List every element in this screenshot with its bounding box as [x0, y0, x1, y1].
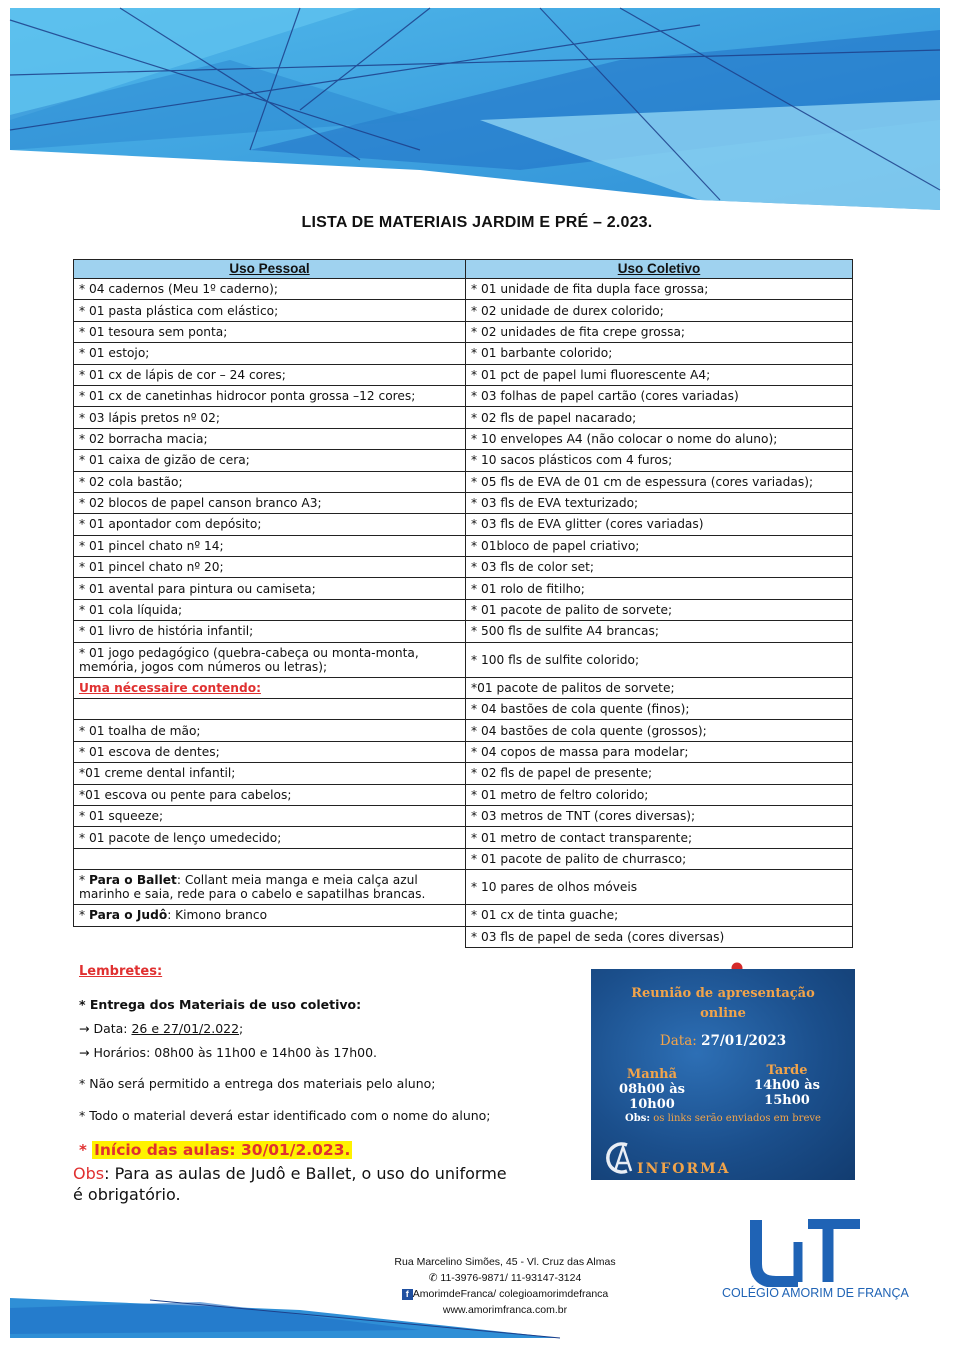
- date-suffix: ;: [239, 1021, 244, 1036]
- collective-item: * 02 unidades de fita crepe grossa;: [466, 321, 853, 342]
- table-row: [74, 407, 853, 428]
- table-row: [74, 385, 853, 406]
- personal-item-empty: [74, 848, 466, 869]
- meeting-subtitle: online: [700, 1006, 746, 1021]
- personal-item: * 01 cx de canetinhas hidrocor ponta grossa –12 cores;: [74, 385, 466, 406]
- obs-line-2: é obrigatório.: [73, 1185, 181, 1204]
- personal-item: * 01 pincel chato nº 20;: [74, 557, 466, 578]
- obs-text: os links serão enviados em breve: [650, 1113, 821, 1124]
- meeting-obs: [591, 1113, 855, 1124]
- table-row: [74, 279, 853, 300]
- class-start-date: Início das aulas: 30/01/2.023.: [94, 1141, 351, 1159]
- personal-item: * 01 caixa de gizão de cera;: [74, 450, 466, 471]
- collective-item: * 01 rolo de fitilho;: [466, 578, 853, 599]
- collective-item: * 10 sacos plásticos com 4 furos;: [466, 450, 853, 471]
- table-row: [74, 535, 853, 556]
- collective-item: * 02 unidade de durex colorido;: [466, 300, 853, 321]
- table-row: [74, 599, 853, 620]
- collective-item: * 04 bastões de cola quente (finos);: [466, 699, 853, 720]
- collective-item: *01 pacote de palitos de sorvete;: [466, 677, 853, 698]
- collective-item: * 04 copos de massa para modelar;: [466, 741, 853, 762]
- judo-text: : Kimono branco: [167, 908, 268, 923]
- table-row: [74, 300, 853, 321]
- personal-item: * 04 cadernos (Meu 1º caderno);: [74, 279, 466, 300]
- personal-item: * 01 apontador com depósito;: [74, 514, 466, 535]
- obs-label: Obs:: [625, 1113, 651, 1124]
- table-header-row: [74, 260, 853, 279]
- bullet: *: [79, 1141, 93, 1159]
- street-address: Rua Marcelino Simões, 45 - Vl. Cruz das Almas: [394, 1256, 616, 1268]
- collective-item: * 01 pacote de palito de sorvete;: [466, 599, 853, 620]
- collective-item: * 03 fls de EVA glitter (cores variadas): [466, 514, 853, 535]
- reminders-label: Lembretes:: [79, 964, 163, 979]
- personal-item: * 01 escova de dentes;: [74, 741, 466, 762]
- header-uso-coletivo: Uso Coletivo: [466, 260, 853, 279]
- collective-item: * 10 pares de olhos móveis: [466, 870, 853, 905]
- website-link[interactable]: www.amorimfranca.com.br: [442, 1304, 568, 1316]
- school-name: COLÉGIO AMORIM DE FRANÇA: [722, 1286, 909, 1300]
- table-row: [74, 642, 853, 677]
- no-student-delivery: * Não será permitido a entrega dos materiais pelo aluno;: [79, 1076, 436, 1091]
- collective-item: * 01 metro de feltro colorido;: [466, 784, 853, 805]
- table-row: [74, 677, 853, 698]
- class-start: [79, 1141, 352, 1159]
- necessaire-heading: [74, 677, 466, 698]
- header-banner: [0, 0, 954, 215]
- materials-table: [73, 259, 853, 948]
- personal-item: *01 escova ou pente para cabelos;: [74, 784, 466, 805]
- ballet-text: : Collant meia manga e meia calça azul marinho e saia, rede para o cabelo e sapatilhas brancas.: [79, 873, 426, 902]
- personal-item-empty: [74, 699, 466, 720]
- bullet: *: [79, 908, 89, 923]
- personal-item: * 01 cx de lápis de cor – 24 cores;: [74, 364, 466, 385]
- collective-item: * 100 fls de sulfite colorido;: [466, 642, 853, 677]
- collective-item: * 10 envelopes A4 (não colocar o nome do aluno);: [466, 428, 853, 449]
- obs-label: Obs: [73, 1164, 105, 1183]
- date-value: 27/01/2023: [701, 1033, 787, 1049]
- social-handles: AmorimdeFranca/ colegioamorimdefranca: [412, 1288, 609, 1300]
- table-row: [74, 784, 853, 805]
- date-prefix: → Data:: [79, 1021, 132, 1036]
- page-title: LISTA DE MATERIAIS JARDIM E PRÉ – 2.023.: [301, 214, 653, 231]
- collective-item: * 01 cx de tinta guache;: [466, 905, 853, 926]
- table-row: [74, 905, 853, 926]
- table-row: [74, 321, 853, 342]
- meeting-date: [591, 1033, 855, 1049]
- bullet: *: [79, 873, 89, 888]
- school-logo-icon: [748, 1212, 868, 1287]
- collective-item: * 05 fls de EVA de 01 cm de espessura (cores variadas);: [466, 471, 853, 492]
- ca-logo-icon: [601, 1141, 637, 1175]
- table-row: [74, 741, 853, 762]
- personal-item: * 02 borracha macia;: [74, 428, 466, 449]
- collective-item: * 03 fls de papel de seda (cores diversas): [466, 926, 853, 947]
- table-row: [74, 557, 853, 578]
- identify-material: * Todo o material deverá estar identificado com o nome do aluno;: [79, 1108, 491, 1123]
- collective-item: * 04 bastões de cola quente (grossos);: [466, 720, 853, 741]
- meeting-title: Reunião de apresentação: [631, 986, 815, 1001]
- table-row: [74, 848, 853, 869]
- personal-item: * 01 cola líquida;: [74, 599, 466, 620]
- collective-item: * 03 folhas de papel cartão (cores variadas): [466, 385, 853, 406]
- header-uso-pessoal: Uso Pessoal: [74, 260, 466, 279]
- personal-item: * 02 cola bastão;: [74, 471, 466, 492]
- ballet-uniform: [74, 870, 466, 905]
- personal-item-empty: [74, 926, 466, 947]
- personal-item: * 01 livro de história infantil;: [74, 621, 466, 642]
- personal-item: * 01 pincel chato nº 14;: [74, 535, 466, 556]
- morning-time: 08h00 às 10h00: [619, 1082, 685, 1112]
- personal-item: * 03 lápis pretos nº 02;: [74, 407, 466, 428]
- collective-item: * 01 pacote de palito de churrasco;: [466, 848, 853, 869]
- afternoon-label: Tarde: [766, 1063, 808, 1078]
- collective-item: * 02 fls de papel nacarado;: [466, 407, 853, 428]
- collective-item: * 03 metros de TNT (cores diversas);: [466, 805, 853, 826]
- personal-item: * 02 blocos de papel canson branco A3;: [74, 492, 466, 513]
- date-label: Data:: [659, 1033, 697, 1049]
- collective-item: * 500 fls de sulfite A4 brancas;: [466, 621, 853, 642]
- meeting-info-box: [591, 969, 855, 1180]
- table-row: [74, 428, 853, 449]
- collective-item: * 01bloco de papel criativo;: [466, 535, 853, 556]
- footer-band: [0, 1290, 954, 1349]
- table-row: [74, 578, 853, 599]
- judo-label: Para o Judô: [88, 908, 168, 923]
- informa-brand: INFORMA: [637, 1161, 731, 1177]
- phone-line: [360, 1270, 650, 1286]
- delivery-title: * Entrega dos Materiais de uso coletivo:: [79, 997, 362, 1012]
- collective-item: * 01 unidade de fita dupla face grossa;: [466, 279, 853, 300]
- collective-item: * 02 fls de papel de presente;: [466, 763, 853, 784]
- table-row: [74, 763, 853, 784]
- table-row: [74, 621, 853, 642]
- personal-item: * 01 squeeze;: [74, 805, 466, 826]
- personal-item: * 01 toalha de mão;: [74, 720, 466, 741]
- personal-item: * 01 pasta plástica com elástico;: [74, 300, 466, 321]
- delivery-hours: → Horários: 08h00 às 11h00 e 14h00 às 17h00.: [79, 1045, 378, 1060]
- collective-item: * 01 metro de contact transparente;: [466, 827, 853, 848]
- table-row: [74, 805, 853, 826]
- ballet-label: Para o Ballet: [88, 873, 177, 888]
- table-row: [74, 720, 853, 741]
- table-row: [74, 471, 853, 492]
- morning-shift: [597, 1067, 707, 1112]
- obs-text: : Para as aulas de Judô e Ballet, o uso do uniforme: [104, 1164, 507, 1183]
- table-row: [74, 827, 853, 848]
- personal-item: * 01 pacote de lenço umedecido;: [74, 827, 466, 848]
- obs-line: [73, 1164, 507, 1183]
- personal-item: * 01 estojo;: [74, 343, 466, 364]
- collective-item: * 01 pct de papel lumi fluorescente A4;: [466, 364, 853, 385]
- collective-item: * 03 fls de color set;: [466, 557, 853, 578]
- table-row: [74, 364, 853, 385]
- table-row: [74, 514, 853, 535]
- facebook-icon: f: [402, 1289, 413, 1300]
- table-row: [74, 343, 853, 364]
- collective-item: * 01 barbante colorido;: [466, 343, 853, 364]
- necessaire-label: Uma nécessaire contendo:: [79, 680, 261, 695]
- table-row: [74, 492, 853, 513]
- table-row: [74, 870, 853, 905]
- table-row: [74, 926, 853, 947]
- personal-item: * 01 avental para pintura ou camiseta;: [74, 578, 466, 599]
- personal-item: * 01 jogo pedagógico (quebra-cabeça ou monta-monta, memória, jogos com números ou letras);: [74, 642, 466, 677]
- afternoon-shift: [732, 1063, 842, 1108]
- personal-item: * 01 tesoura sem ponta;: [74, 321, 466, 342]
- judo-uniform: [74, 905, 466, 926]
- phone-icon: ✆: [428, 1272, 441, 1284]
- collective-item: * 03 fls de EVA texturizado;: [466, 492, 853, 513]
- date-value: 26 e 27/01/2.022: [131, 1021, 240, 1036]
- table-row: [74, 699, 853, 720]
- table-row: [74, 450, 853, 471]
- phone-numbers: 11-3976-9871/ 11-93147-3124: [440, 1272, 582, 1284]
- afternoon-time: 14h00 às 15h00: [754, 1078, 820, 1108]
- morning-label: Manhã: [626, 1067, 678, 1082]
- personal-item: *01 creme dental infantil;: [74, 763, 466, 784]
- delivery-date: [79, 1021, 243, 1036]
